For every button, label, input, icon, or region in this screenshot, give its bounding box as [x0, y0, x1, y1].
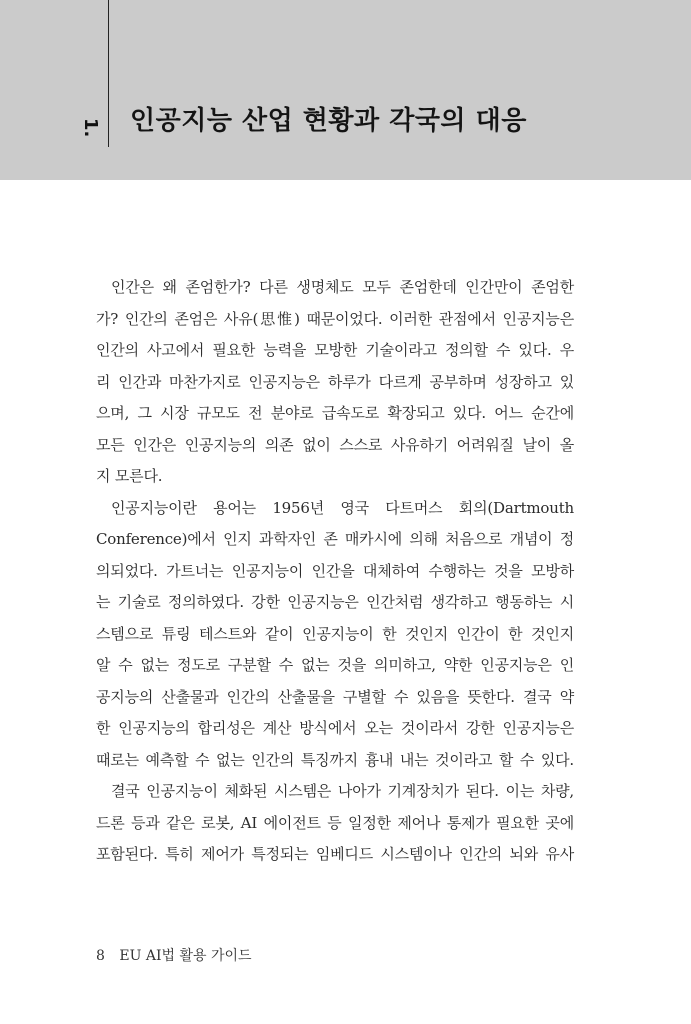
- header-divider-line: [108, 0, 109, 147]
- chapter-number: 1.: [80, 118, 101, 138]
- paragraph-line: 인공지능이란 용어는 1956년 영국 다트머스 회의(Dartmouth: [111, 498, 574, 517]
- running-title: EU AI법 활용 가이드: [119, 948, 252, 964]
- body-text: [96, 272, 574, 871]
- paragraph-line: 모든 인간은 인공지능의 의존 없이 스스로 사유하기 어려워질 날이 올: [96, 435, 574, 454]
- page-number: 8: [96, 948, 105, 964]
- paragraph-line: 인간의 사고에서 필요한 능력을 모방한 기술이라고 정의할 수 있다. 우: [96, 341, 574, 359]
- paragraph-line: 의되었다. 가트너는 인공지능이 인간을 대체하여 수행하는 것을 모방하: [96, 561, 574, 580]
- paragraph-line: 공지능의 산출물과 인간의 산출물을 구별할 수 있음을 뜻한다. 결국 약: [96, 687, 574, 706]
- paragraph-line: 는 기술로 정의하였다. 강한 인공지능은 인간처럼 생각하고 행동하는 시: [96, 593, 574, 611]
- chapter-header-band: [0, 0, 691, 180]
- paragraph-line: 스템으로 튜링 테스트와 같이 인공지능이 한 것인지 인간이 한 것인지: [96, 624, 574, 643]
- paragraph-line: 으며, 그 시장 규모도 전 분야로 급속도로 확장되고 있다. 어느 순간에: [96, 404, 574, 422]
- paragraph-line: 가? 인간의 존엄은 사유(思惟) 때문이었다. 이러한 관점에서 인공지능은: [96, 309, 574, 328]
- paragraph-line: 때로는 예측할 수 없는 인간의 특징까지 흉내 내는 것이라고 할 수 있다.: [96, 750, 574, 769]
- paragraph-line: 지 모른다.: [96, 467, 163, 485]
- chapter-title: 인공지능 산업 현황과 각국의 대응: [130, 106, 527, 136]
- paragraph-line: 포함된다. 특히 제어가 특정되는 임베디드 시스템이나 인간의 뇌와 유사: [96, 845, 574, 863]
- page-footer: [96, 945, 252, 965]
- paragraph-line: Conference)에서 인지 과학자인 존 매카시에 의해 처음으로 개념이 정: [96, 530, 574, 548]
- paragraph-line: 드론 등과 같은 로봇, AI 에이전트 등 일정한 제어나 통제가 필요한 곳에: [96, 813, 574, 832]
- paragraph-line: 한 인공지능의 합리성은 계산 방식에서 오는 것이라서 강한 인공지능은: [96, 719, 574, 737]
- paragraph-line: 인간은 왜 존엄한가? 다른 생명체도 모두 존엄한데 인간만이 존엄한: [111, 278, 574, 296]
- paragraph-line: 결국 인공지능이 체화된 시스템은 나아가 기계장치가 된다. 이는 차량,: [111, 782, 574, 800]
- paragraph-line: 알 수 없는 정도로 구분할 수 없는 것을 의미하고, 약한 인공지능은 인: [96, 656, 574, 674]
- paragraph-line: 리 인간과 마찬가지로 인공지능은 하루가 다르게 공부하며 성장하고 있: [96, 372, 574, 391]
